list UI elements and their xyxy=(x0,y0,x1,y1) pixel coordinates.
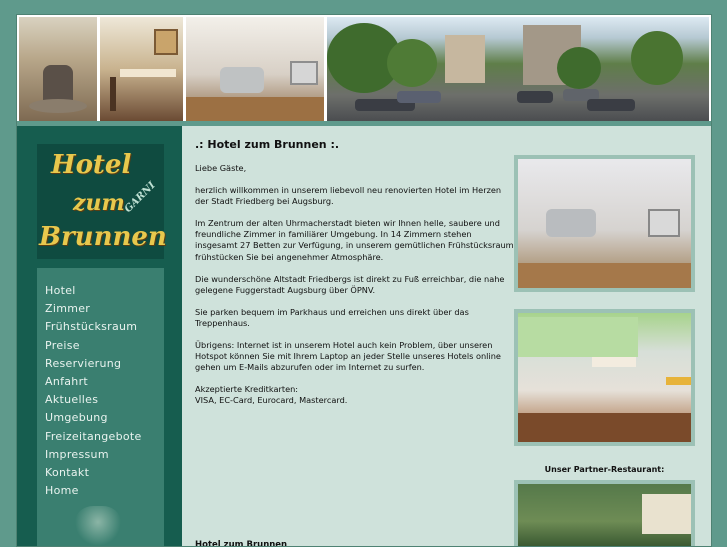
sidebar xyxy=(17,126,182,546)
sidebar-item-reservierung[interactable]: Reservierung xyxy=(45,356,122,370)
sidebar-item-aktuelles[interactable]: Aktuelles xyxy=(45,393,99,407)
location-paragraph: Die wunderschöne Altstadt Friedbergs ist direkt zu Fuß erreichbar, die nahe gelegene Fuggerstadt Augsburg über ÖPNV. xyxy=(195,273,505,295)
sidebar-item-freizeitangebote[interactable]: Freizeitangebote xyxy=(45,429,142,443)
sidebar-item-home[interactable]: Home xyxy=(45,484,79,498)
breakfast-room-photo-large xyxy=(514,309,695,446)
logo-word-hotel: Hotel xyxy=(51,150,132,180)
rooms-paragraph: Im Zentrum der alten Uhrmacherstadt bieten wir Ihnen helle, saubere und freundliche Zimmer in familiärer Umgebung. In 14 Zimmern stehen insgesamt 27 Betten zur Verfügung, in unserem gemütlichen Frühstücksraum frühstücken Sie bei angenehmer Atmosphäre. xyxy=(195,218,514,262)
credit-cards-list: VISA, EC-Card, Eurocard, Mastercard. xyxy=(195,395,348,406)
parking-paragraph: Sie parken bequem im Parkhaus und erreichen uns direkt über das Treppenhaus. xyxy=(195,306,469,328)
credit-cards-label: Akzeptierte Kreditkarten: xyxy=(195,384,299,395)
logo-garni: GARNI xyxy=(122,180,158,215)
page-title: .: Hotel zum Brunnen :. xyxy=(195,138,340,151)
main-content xyxy=(195,138,515,407)
partner-restaurant-photo[interactable] xyxy=(514,480,695,547)
breakfast-room-photo xyxy=(100,17,183,121)
intro-paragraph: herzlich willkommen in unserem liebevoll neu renovierten Hotel im Herzen der Stadt Friedberg bei Augsburg. xyxy=(195,185,502,207)
sidebar-item-preise[interactable]: Preise xyxy=(45,338,80,352)
header-photo-strip xyxy=(17,15,711,123)
fountain-image xyxy=(75,506,121,546)
greeting: Liebe Gäste, xyxy=(195,163,247,173)
room-photo-large xyxy=(514,155,695,292)
footer-hotel-title: Hotel zum Brunnen xyxy=(195,540,288,547)
sidebar-item-kontakt[interactable]: Kontakt xyxy=(45,465,90,479)
street-photo xyxy=(327,17,709,121)
logo-word-zum: zum xyxy=(73,190,125,216)
partner-restaurant-label: Unser Partner-Restaurant: xyxy=(544,465,665,474)
logo-word-brunnen: Brunnen xyxy=(39,222,167,252)
sidebar-menu xyxy=(45,282,142,500)
sidebar-item-impressum[interactable]: Impressum xyxy=(45,447,109,461)
hotel-logo xyxy=(37,144,167,259)
room-photo xyxy=(186,17,324,121)
internet-paragraph: Übrigens: Internet ist in unserem Hotel auch kein Problem, über unseren Hotspot können Sie mit Ihrem Laptop an jeder Stelle unseres Hotels online gehen um E-Mails abzurufen oder im Internet zu surfen. xyxy=(195,340,501,373)
sidebar-item-fruehstuecksraum[interactable]: Frühstücksraum xyxy=(45,320,138,334)
page-frame xyxy=(16,14,712,547)
lobby-fountain-photo xyxy=(19,17,97,121)
sidebar-item-anfahrt[interactable]: Anfahrt xyxy=(45,374,89,388)
sidebar-item-zimmer[interactable]: Zimmer xyxy=(45,302,91,316)
sidebar-item-hotel[interactable]: Hotel xyxy=(45,284,76,297)
sidebar-item-umgebung[interactable]: Umgebung xyxy=(45,411,108,425)
